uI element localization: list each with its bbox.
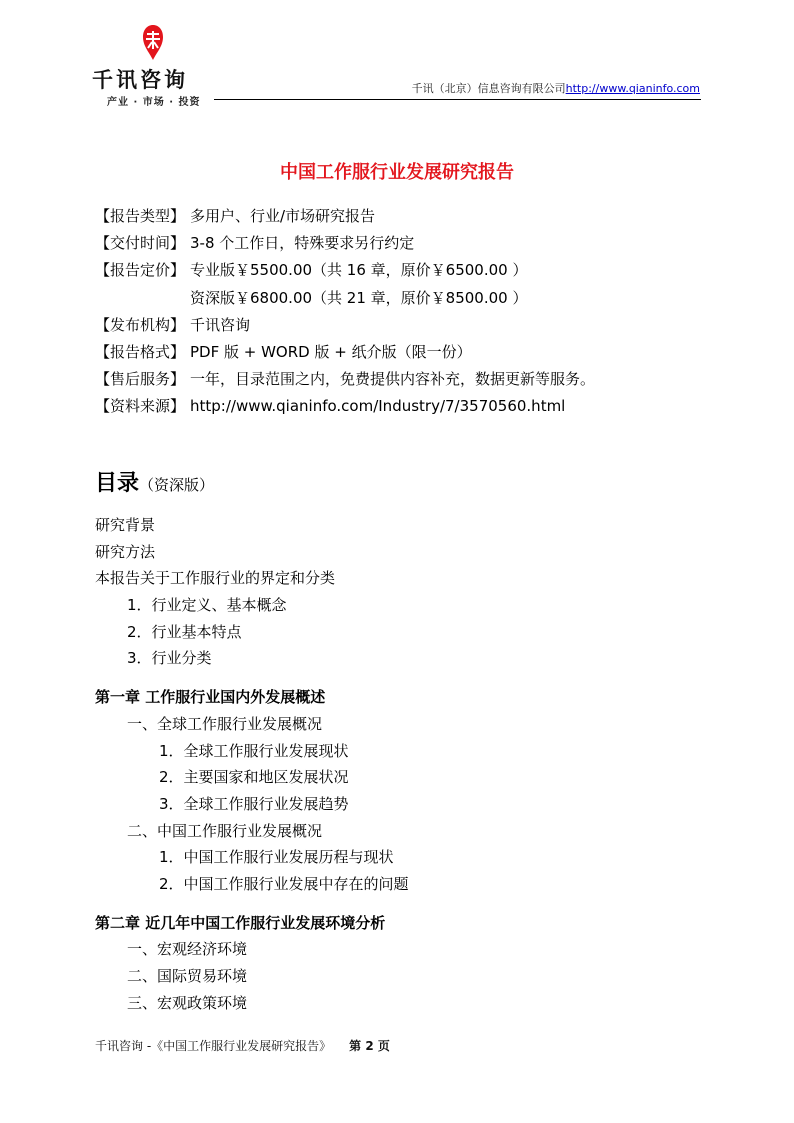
info-row-source [95,393,735,420]
info-label: 【发布机构】 [95,315,186,334]
toc-chapter: 第一章 工作服行业国内外发展概述 [95,688,326,707]
report-info [95,203,735,421]
toc-item: 3．全球工作服行业发展趋势 [159,794,349,813]
header-company [412,80,700,96]
document-title: 中国工作服行业发展研究报告 [280,162,514,183]
toc-item: 1．全球工作服行业发展现状 [159,741,349,760]
header-rule [214,99,701,100]
info-label: 【交付时间】 [95,234,186,253]
info-label: 【售后服务】 [95,370,186,389]
toc-item: 2．行业基本特点 [127,622,242,641]
company-url-link[interactable]: http://www.qianinfo.com [565,82,700,95]
company-name: 千讯（北京）信息咨询有限公司 [411,82,566,95]
toc-item: 1．中国工作服行业发展历程与现状 [159,848,394,867]
info-label: 【报告定价】 [95,261,186,280]
info-row-type [95,203,735,230]
info-row-format [95,339,735,366]
logo-name: 千讯咨询 [92,68,188,92]
info-value: 千讯咨询 [190,315,251,334]
page-footer [95,1037,390,1054]
toc-section: 三、宏观政策环境 [127,993,248,1012]
info-value: 3-8 个工作日，特殊要求另行约定 [190,234,415,253]
toc-section: 二、中国工作服行业发展概况 [127,821,323,840]
info-value: 多用户、行业/市场研究报告 [190,207,376,225]
toc-chapter: 第二章 近几年中国工作服行业发展环境分析 [95,913,386,932]
toc-item: 本报告关于工作服行业的界定和分类 [95,569,336,588]
toc-item: 研究方法 [95,542,156,561]
table-of-contents [95,512,735,1016]
toc-section: 一、全球工作服行业发展概况 [127,714,323,733]
page-number: 第 2 页 [349,1039,390,1053]
info-row-service [95,366,735,393]
info-value: 专业版￥5500.00（共 16 章，原价￥6500.00 ） [190,261,528,280]
toc-section: 一、宏观经济环境 [127,940,248,959]
logo-tagline: 产业 · 市场 · 投资 [107,97,201,108]
info-value: 资深版￥6800.00（共 21 章，原价￥8500.00 ） [190,288,528,307]
info-row-price-2 [95,285,735,312]
toc-heading [95,466,214,497]
info-label: 【资料来源】 [95,397,186,416]
info-label: 【报告类型】 [95,207,186,225]
toc-title: 目录 [95,471,140,496]
toc-item: 3．行业分类 [127,649,212,668]
toc-edition: （资深版） [139,476,215,494]
info-row-publisher [95,312,735,339]
info-label-empty [95,285,190,312]
source-link[interactable]: http://www.qianinfo.com/Industry/7/3570560.html [190,397,566,416]
toc-section: 二、国际贸易环境 [127,967,248,985]
info-label: 【报告格式】 [95,342,186,361]
toc-item: 2．中国工作服行业发展中存在的问题 [159,874,409,893]
toc-item: 2．主要国家和地区发展状况 [159,768,349,787]
toc-item: 研究背景 [95,516,156,534]
toc-item: 1．行业定义、基本概念 [127,596,287,615]
info-value: 一年，目录范围之内，免费提供内容补充，数据更新等服务。 [190,370,596,389]
footer-text: 千讯咨询 -《中国工作服行业发展研究报告》 [95,1039,332,1053]
qianxun-logo-icon [140,24,166,62]
info-row-price [95,257,735,284]
page-header [0,0,794,110]
info-value: PDF 版 + WORD 版 + 纸介版（限一份） [190,342,472,361]
info-row-delivery [95,230,735,257]
